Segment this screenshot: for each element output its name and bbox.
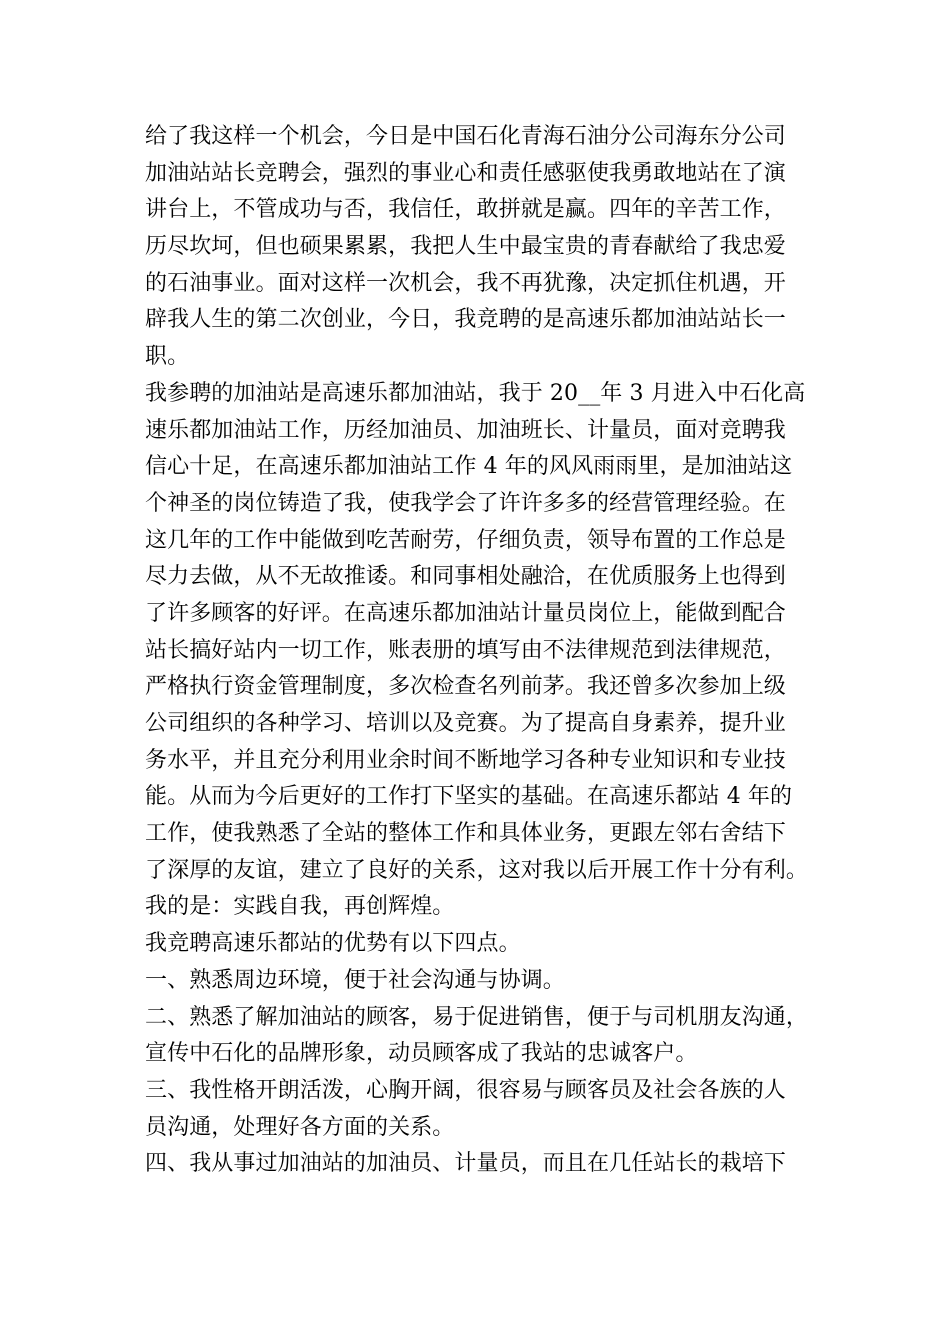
text-line: 员沟通，处理好各方面的关系。 — [145, 1114, 455, 1140]
text-line: 我参聘的加油站是高速乐都加油站，我于 20__年 3 月进入中石化高 — [145, 380, 806, 406]
text-line: 辟我人生的第二次创业，今日，我竞聘的是高速乐都加油站站长一 — [145, 307, 786, 333]
text-line: 二、熟悉了解加油站的顾客，易于促进销售，便于与司机朋友沟通， — [145, 1004, 809, 1030]
text-line: 个神圣的岗位铸造了我，使我学会了许许多多的经营管理经验。在 — [145, 490, 786, 516]
text-line: 了深厚的友谊，建立了良好的关系，这对我以后开展工作十分有利。 — [145, 857, 809, 883]
text-line: 宣传中石化的品牌形象，动员顾客成了我站的忠诚客户。 — [145, 1041, 698, 1067]
text-line: 我的是：实践自我，再创辉煌。 — [145, 894, 455, 920]
text-line: 四、我从事过加油站的加油员、计量员，而且在几任站长的栽培下 — [145, 1151, 786, 1177]
text-line: 速乐都加油站工作，历经加油员、加油班长、计量员，面对竞聘我 — [145, 417, 786, 443]
text-line: 的石油事业。面对这样一次机会，我不再犹豫，决定抓住机遇，开 — [145, 270, 786, 296]
text-line: 务水平，并且充分利用业余时间不断地学习各种专业知识和专业技 — [145, 747, 786, 773]
text-line: 职。 — [145, 344, 190, 370]
text-line: 尽力去做，从不无故推诿。和同事相处融洽，在优质服务上也得到 — [145, 564, 786, 590]
text-line: 讲台上，不管成功与否，我信任，敢拼就是赢。四年的辛苦工作， — [145, 197, 786, 223]
text-line: 公司组织的各种学习、培训以及竞赛。为了提高自身素养，提升业 — [145, 711, 786, 736]
text-line: 历尽坎坷，但也硕果累累，我把人生中最宝贵的青春献给了我忠爱 — [145, 234, 786, 260]
text-line: 了许多顾客的好评。在高速乐都加油站计量员岗位上，能做到配合 — [145, 600, 786, 626]
document-body — [145, 119, 845, 1183]
text-line: 能。从而为今后更好的工作打下坚实的基础。在高速乐都站 4 年的 — [145, 784, 793, 810]
text-line: 工作，使我熟悉了全站的整体工作和具体业务，更跟左邻右舍结下 — [145, 821, 786, 847]
text-line: 给了我这样一个机会，今日是中国石化青海石油分公司海东分公司 — [145, 124, 786, 149]
text-line: 信心十足，在高速乐都加油站工作 4 年的风风雨雨里，是加油站这 — [145, 454, 793, 480]
text-line: 站长搞好站内一切工作，账表册的填写由不法律规范到法律规范， — [145, 637, 786, 663]
text-line: 这几年的工作中能做到吃苦耐劳，仔细负责，领导布置的工作总是 — [145, 527, 786, 553]
text-line: 一、熟悉周边环境，便于社会沟通与协调。 — [145, 967, 565, 993]
text-line: 加油站站长竞聘会，强烈的事业心和责任感驱使我勇敢地站在了演 — [145, 160, 786, 186]
text-line: 三、我性格开朗活泼，心胸开阔，很容易与顾客员及社会各族的人 — [145, 1077, 786, 1103]
text-line: 严格执行资金管理制度，多次检查名列前茅。我还曾多次参加上级 — [145, 674, 786, 700]
text-line: 我竞聘高速乐都站的优势有以下四点。 — [145, 931, 521, 957]
